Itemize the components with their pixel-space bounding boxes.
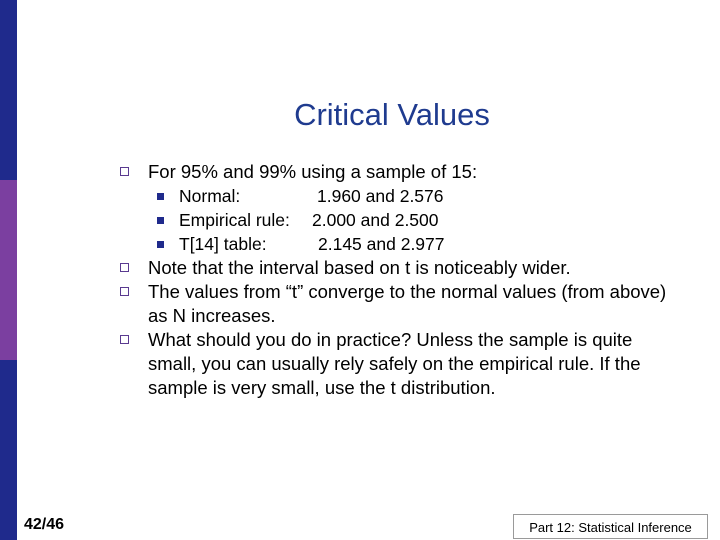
footer-section-label: Part 12: Statistical Inference	[513, 514, 708, 539]
bullet-item	[120, 256, 680, 280]
box-bullet-icon	[120, 287, 129, 296]
square-bullet-icon	[157, 241, 164, 248]
box-bullet-icon	[120, 263, 129, 272]
bullet-text: What should you do in practice? Unless the sample is quite small, you can usually rely safely on the empirical rule. If the sample is very small, use the t distribution.	[148, 329, 641, 398]
bullet-item	[120, 280, 680, 328]
sub-bullet-label: Normal:	[179, 186, 241, 206]
side-bar-middle	[0, 180, 17, 360]
sub-bullet-list	[120, 184, 680, 256]
sub-bullet-value: 2.000 and 2.500	[312, 210, 439, 230]
sub-bullet-item	[120, 232, 680, 256]
page-number: 42/46	[24, 516, 65, 533]
side-bar-bottom	[0, 360, 17, 540]
square-bullet-icon	[157, 217, 164, 224]
sub-bullet-label: Empirical rule:	[179, 210, 290, 230]
sub-bullet-item	[120, 184, 680, 208]
box-bullet-icon	[120, 335, 129, 344]
box-bullet-icon	[120, 167, 129, 176]
square-bullet-icon	[157, 193, 164, 200]
bullet-item	[120, 328, 680, 400]
sub-bullet-value: 2.145 and 2.977	[318, 234, 445, 254]
bullet-text: The values from “t” converge to the normal values (from above) as N increases.	[148, 281, 667, 326]
side-bar-top	[0, 0, 17, 180]
slide-content	[120, 160, 680, 400]
bullet-text: Note that the interval based on t is noticeably wider.	[148, 257, 571, 278]
sub-bullet-item	[120, 208, 680, 232]
bullet-item	[120, 160, 680, 184]
slide-title: Critical Values	[294, 97, 490, 132]
bullet-text: For 95% and 99% using a sample of 15:	[148, 161, 478, 182]
sub-bullet-label: T[14] table:	[179, 234, 267, 254]
sub-bullet-value: 1.960 and 2.576	[317, 186, 444, 206]
